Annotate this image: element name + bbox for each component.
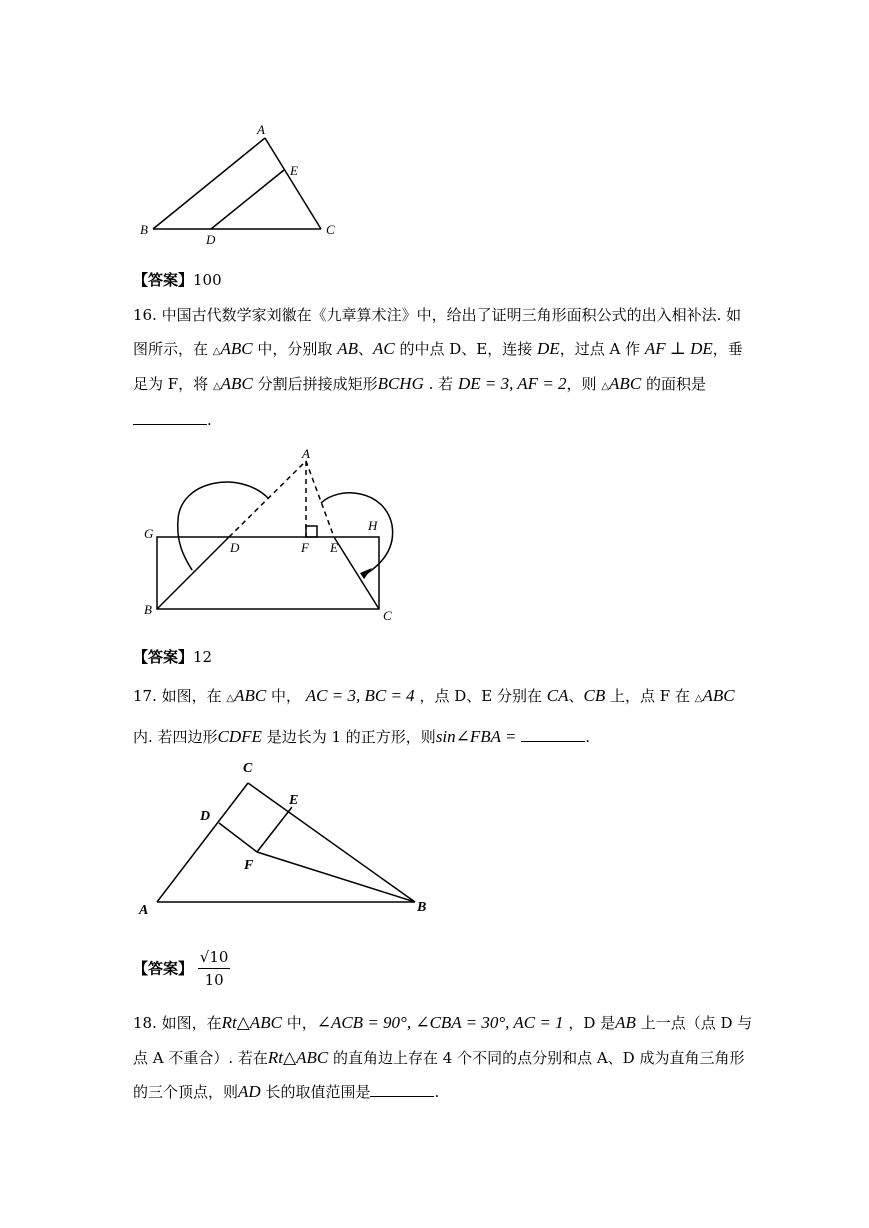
question-16-line-3: 足为 F，将 △ABC 分割后拼接成矩形BCHG . 若 DE = 3, AF = 2，则 △ABC 的面积是: [133, 374, 706, 393]
question-17-line-2: 内. 若四边形CDFE 是边长为 1 的正方形，则sin∠FBA = .: [133, 727, 591, 746]
answer-label: 【答案】: [133, 271, 194, 289]
triangle-symbol: △: [212, 346, 221, 357]
vertex-label-e: E: [289, 793, 299, 808]
answer-label: 【答案】: [133, 648, 194, 666]
vertex-label-h: H: [368, 518, 378, 533]
vertex-label-d: D: [200, 809, 211, 824]
answer-label: 【答案】: [133, 959, 194, 978]
answer-blank: [370, 1082, 434, 1097]
vertex-label-e: E: [290, 163, 298, 178]
answer-value: 100: [193, 271, 222, 289]
question-16-line-4: .: [133, 410, 212, 430]
answer-17: [133, 946, 230, 991]
vertex-label-a: A: [257, 122, 265, 137]
vertex-label-a: A: [302, 446, 310, 461]
vertex-label-b: B: [140, 222, 148, 237]
question-18-line-3: 的三个顶点，则AD 长的取值范围是 .: [133, 1082, 440, 1101]
vertex-label-f: F: [244, 858, 254, 873]
vertex-label-b: B: [144, 602, 152, 617]
question-18-line-2: 点 A 不重合）. 若在Rt△ABC 的直角边上存在 4 个不同的点分别和点 A、D 成为直角三角形: [133, 1048, 745, 1067]
answer-value: 12: [193, 648, 213, 666]
vertex-label-a: A: [139, 903, 149, 918]
question-17-line-1: 17. 如图，在 △ABC 中， AC = 3, BC = 4 ，点 D、E 分别在 CA、CB 上，点 F 在 △ABC: [133, 686, 735, 705]
vertex-label-b: B: [417, 900, 427, 915]
fraction-numerator: √10: [198, 946, 231, 969]
question-16-line-2: 图所示，在 △ABC 中，分别取 AB、AC 的中点 D、E，连接 DE，过点 A 作 AF ⊥ DE，垂: [133, 339, 743, 358]
vertex-label-c: C: [243, 761, 253, 776]
vertex-label-e: E: [330, 540, 338, 555]
answer-fraction: [198, 946, 231, 991]
vertex-label-d: D: [206, 232, 216, 247]
vertex-label-c: C: [383, 608, 392, 623]
question-18-line-1: 18. 如图，在Rt△ABC 中，∠ACB = 90°, ∠CBA = 30°, AC = 1 ，D 是AB 上一点（点 D 与: [133, 1013, 753, 1032]
vertex-label-g: G: [144, 526, 154, 541]
vertex-label-f: F: [301, 540, 309, 555]
vertex-label-c: C: [326, 222, 335, 237]
vertex-label-d: D: [230, 540, 240, 555]
question-16-line-1: 16. 中国古代数学家刘徽在《九章算术注》中，给出了证明三角形面积公式的出入相补法. 如: [133, 306, 742, 324]
fraction-denominator: 10: [204, 971, 224, 989]
